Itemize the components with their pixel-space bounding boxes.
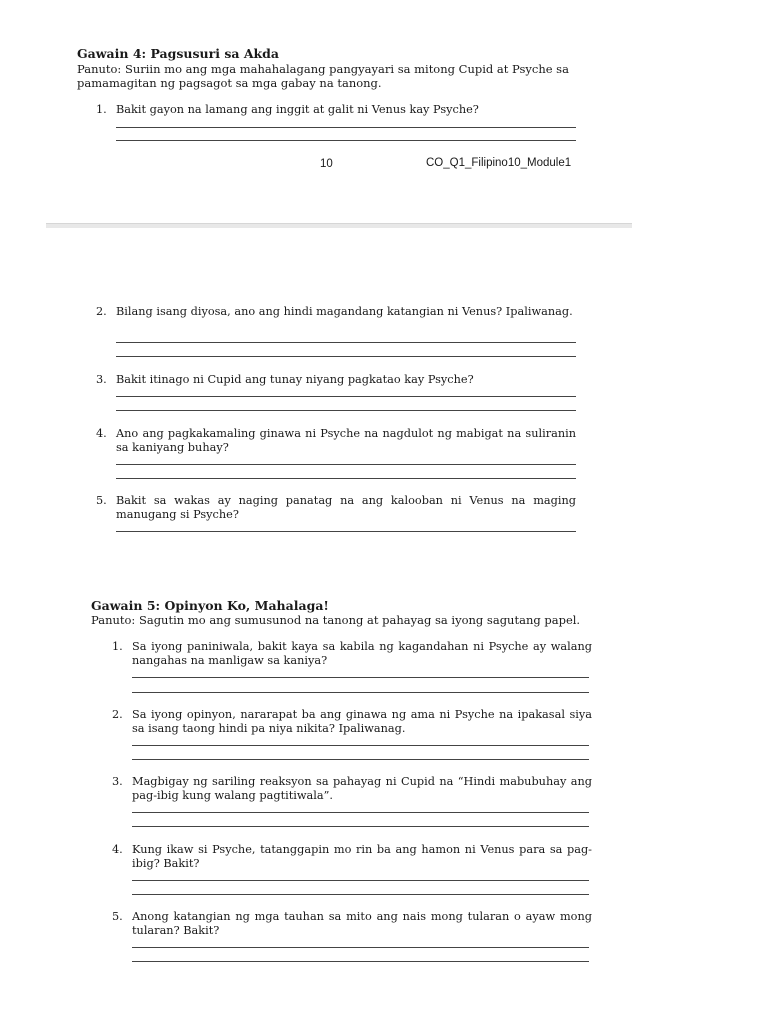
gawain4-question-2 <box>96 305 576 335</box>
gawain5-instructions: Panuto: Sagutin mo ang sumusunod na tanong at pahayag sa iyong sagutang papel. <box>91 613 581 627</box>
answer-line[interactable] <box>116 464 576 465</box>
question-text: Sa iyong opinyon, nararapat ba ang ginawa ng ama ni Psyche na ipakasal siya sa isang taong hindi pa niya nikita? Ipaliwanag. <box>132 708 592 735</box>
question-text: Magbigay ng sariling reaksyon sa pahayag ni Cupid na “Hindi mabubuhay ang pag-ibig kung walang pagtitiwala”. <box>132 775 592 802</box>
question-number: 4. <box>96 427 107 440</box>
question-text: Ano ang pagkakamaling ginawa ni Psyche na nagdulot ng mabigat na suliranin sa kaniyang buhay? <box>116 427 576 454</box>
answer-line[interactable] <box>116 342 576 343</box>
gawain4-question-3 <box>96 373 576 389</box>
question-number: 3. <box>96 373 107 386</box>
question-number: 1. <box>112 640 123 653</box>
answer-line[interactable] <box>132 894 589 895</box>
gawain5-question-1 <box>112 640 592 670</box>
question-text: Kung ikaw si Psyche, tatanggapin mo rin ba ang hamon ni Venus para sa pag-ibig? Bakit? <box>132 843 592 870</box>
gawain5-question-3 <box>112 775 592 805</box>
answer-line[interactable] <box>132 745 589 746</box>
question-number: 3. <box>112 775 123 788</box>
page-separator <box>46 223 632 228</box>
answer-line[interactable] <box>132 812 589 813</box>
question-number: 5. <box>112 910 123 923</box>
question-text: Bakit gayon na lamang ang inggit at galit ni Venus kay Psyche? <box>116 103 479 116</box>
gawain4-question-1 <box>96 103 576 119</box>
gawain4-title: Gawain 4: Pagsusuri sa Akda <box>77 46 280 61</box>
gawain5-question-4 <box>112 843 592 873</box>
gawain5-title: Gawain 5: Opinyon Ko, Mahalaga! <box>91 598 329 613</box>
page-number: 10 <box>320 158 333 170</box>
question-number: 1. <box>96 103 107 116</box>
module-code: CO_Q1_Filipino10_Module1 <box>426 157 572 169</box>
question-text: Bakit itinago ni Cupid ang tunay niyang pagkatao kay Psyche? <box>116 373 474 386</box>
gawain4-question-4 <box>96 427 576 457</box>
answer-line[interactable] <box>132 880 589 881</box>
question-number: 5. <box>96 494 107 507</box>
answer-line[interactable] <box>116 396 576 397</box>
answer-line[interactable] <box>116 531 576 532</box>
answer-line[interactable] <box>132 961 589 962</box>
question-number: 2. <box>112 708 123 721</box>
gawain5-question-5 <box>112 910 592 940</box>
answer-line[interactable] <box>132 692 589 693</box>
answer-line[interactable] <box>116 127 576 128</box>
gawain5-question-2 <box>112 708 592 738</box>
question-text: Anong katangian ng mga tauhan sa mito ang nais mong tularan o ayaw mong tularan? Bakit? <box>132 910 592 937</box>
question-number: 2. <box>96 305 107 318</box>
answer-line[interactable] <box>116 140 576 141</box>
answer-line[interactable] <box>116 410 576 411</box>
gawain4-instructions: Panuto: Suriin mo ang mga mahahalagang pangyayari sa mitong Cupid at Psyche sa pamamagitan ng pagsagot sa mga gabay na tanong. <box>77 62 569 90</box>
question-text: Bilang isang diyosa, ano ang hindi magandang katangian ni Venus? Ipaliwanag. <box>116 305 573 318</box>
answer-line[interactable] <box>132 759 589 760</box>
answer-line[interactable] <box>132 947 589 948</box>
question-text: Bakit sa wakas ay naging panatag na ang kalooban ni Venus na maging manugang si Psyche? <box>116 494 576 521</box>
question-text: Sa iyong paniniwala, bakit kaya sa kabila ng kagandahan ni Psyche ay walang nangahas na manligaw sa kaniya? <box>132 640 592 667</box>
answer-line[interactable] <box>116 478 576 479</box>
answer-line[interactable] <box>132 826 589 827</box>
answer-line[interactable] <box>116 356 576 357</box>
gawain4-question-5 <box>96 494 576 524</box>
answer-line[interactable] <box>132 677 589 678</box>
question-number: 4. <box>112 843 123 856</box>
